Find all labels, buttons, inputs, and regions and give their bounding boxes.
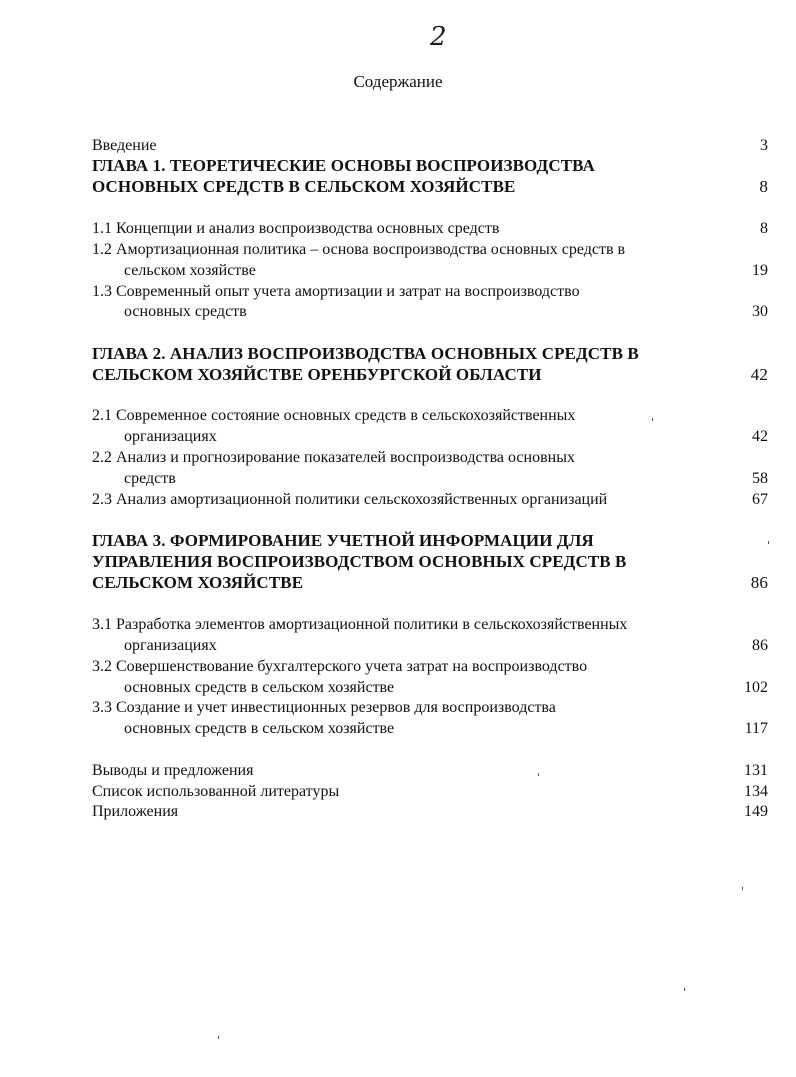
- toc-entry-intro: [92, 136, 768, 156]
- toc-page-number: 42: [752, 428, 768, 445]
- toc-page-number: 19: [752, 262, 768, 279]
- scan-speck: [538, 773, 539, 776]
- toc-section-1-3-line-1: 1.3 Современный опыт учета амортизации и затрат на воспроизводство: [92, 283, 580, 300]
- page-title: Содержание: [353, 72, 443, 91]
- toc-section-1-3-line-2: основных средств: [124, 303, 247, 320]
- toc-entry-references: [92, 782, 768, 802]
- toc-section-1-2-line-1: 1.2 Амортизационная политика – основа воспроизводства основных средств в: [92, 241, 626, 258]
- toc-entry-text: Приложения: [92, 803, 179, 820]
- toc-section-2-3: [92, 490, 768, 510]
- toc-chapter-3-line-3: СЕЛЬСКОМ ХОЗЯЙСТВЕ: [92, 573, 304, 592]
- toc-chapter-1-line-2: ОСНОВНЫХ СРЕДСТВ В СЕЛЬСКОМ ХОЗЯЙСТВЕ: [92, 177, 516, 196]
- toc-page-number: 149: [744, 803, 768, 820]
- toc-page-number: 86: [750, 573, 768, 592]
- toc-chapter-1-line-1: ГЛАВА 1. ТЕОРЕТИЧЕСКИЕ ОСНОВЫ ВОСПРОИЗВОДСТВА: [92, 156, 595, 175]
- toc-chapter-1: [92, 177, 768, 197]
- toc-chapter-2-line-1: ГЛАВА 2. АНАЛИЗ ВОСПРОИЗВОДСТВА ОСНОВНЫХ СРЕДСТВ В: [92, 344, 639, 363]
- toc-page-number: 131: [744, 762, 768, 779]
- toc-section-3-3-line-2: основных средств в сельском хозяйстве: [124, 720, 395, 737]
- toc-page-number: 134: [744, 783, 768, 800]
- toc-page-number: 67: [752, 491, 768, 508]
- toc-section-1-2: [124, 261, 768, 281]
- toc-page-number: 8: [760, 220, 768, 237]
- toc-section-1-2-line-2: сельском хозяйстве: [124, 262, 256, 279]
- toc-section-2-2-line-2: средств: [124, 470, 176, 487]
- scan-speck: [768, 541, 769, 544]
- scan-speck: [742, 887, 743, 890]
- scan-speck: [652, 418, 653, 421]
- toc-page-number: 30: [752, 303, 768, 320]
- toc-chapter-3-line-1: ГЛАВА 3. ФОРМИРОВАНИЕ УЧЕТНОЙ ИНФОРМАЦИИ ДЛЯ: [92, 531, 594, 550]
- toc-page-number: 117: [744, 720, 768, 737]
- toc-page-number: 58: [752, 470, 768, 487]
- toc-entry-text: 2.3 Анализ амортизационной политики сельскохозяйственных организаций: [92, 491, 608, 508]
- toc-entry-text: Список использованной литературы: [92, 783, 340, 800]
- toc-page-number: 86: [752, 637, 768, 654]
- toc-entry-text: Введение: [92, 137, 157, 154]
- scan-speck: [684, 988, 685, 991]
- toc-section-3-2-line-2: основных средств в сельском хозяйстве: [124, 679, 395, 696]
- toc-page-number: 102: [744, 679, 768, 696]
- toc-section-2-1: [124, 427, 768, 447]
- toc-entry-text: 1.1 Концепции и анализ воспроизводства основных средств: [92, 220, 500, 237]
- toc-chapter-2-line-2: СЕЛЬСКОМ ХОЗЯЙСТВЕ ОРЕНБУРГСКОЙ ОБЛАСТИ: [92, 365, 542, 384]
- toc-section-2-2-line-1: 2.2 Анализ и прогнозирование показателей воспроизводства основных: [92, 449, 575, 466]
- toc-section-2-1-line-1: 2.1 Современное состояние основных средств в сельскохозяйственных: [92, 407, 576, 424]
- toc-section-3-1: [124, 636, 768, 656]
- toc-page-number: 3: [760, 137, 768, 154]
- toc-section-3-1-line-1: 3.1 Разработка элементов амортизационной политики в сельскохозяйственных: [92, 616, 628, 633]
- toc-chapter-2: [92, 365, 768, 385]
- toc-chapter-3-line-2: УПРАВЛЕНИЯ ВОСПРОИЗВОДСТВОМ ОСНОВНЫХ СРЕДСТВ В: [92, 552, 627, 571]
- toc-chapter-3: [92, 573, 768, 593]
- toc-section-1-3: [124, 302, 768, 322]
- toc-entry-text: Выводы и предложения: [92, 762, 254, 779]
- toc-page-number: 8: [759, 177, 768, 196]
- toc-section-2-2: [124, 469, 768, 489]
- scan-speck: [218, 1036, 219, 1039]
- toc-section-3-1-line-2: организациях: [124, 637, 217, 654]
- toc-entry-appendices: [92, 802, 768, 822]
- toc-section-3-3: [124, 719, 768, 739]
- toc-section-3-2: [124, 678, 768, 698]
- toc-section-3-2-line-1: 3.2 Совершенствование бухгалтерского учета затрат на воспроизводство: [92, 658, 588, 675]
- handwritten-page-number: 2: [430, 22, 447, 52]
- toc-section-3-3-line-1: 3.3 Создание и учет инвестиционных резервов для воспроизводства: [92, 699, 556, 716]
- toc-section-2-1-line-2: организациях: [124, 428, 217, 445]
- toc-entry-conclusions: [92, 761, 768, 781]
- toc-section-1-1: [92, 219, 768, 239]
- toc-page-number: 42: [750, 365, 768, 384]
